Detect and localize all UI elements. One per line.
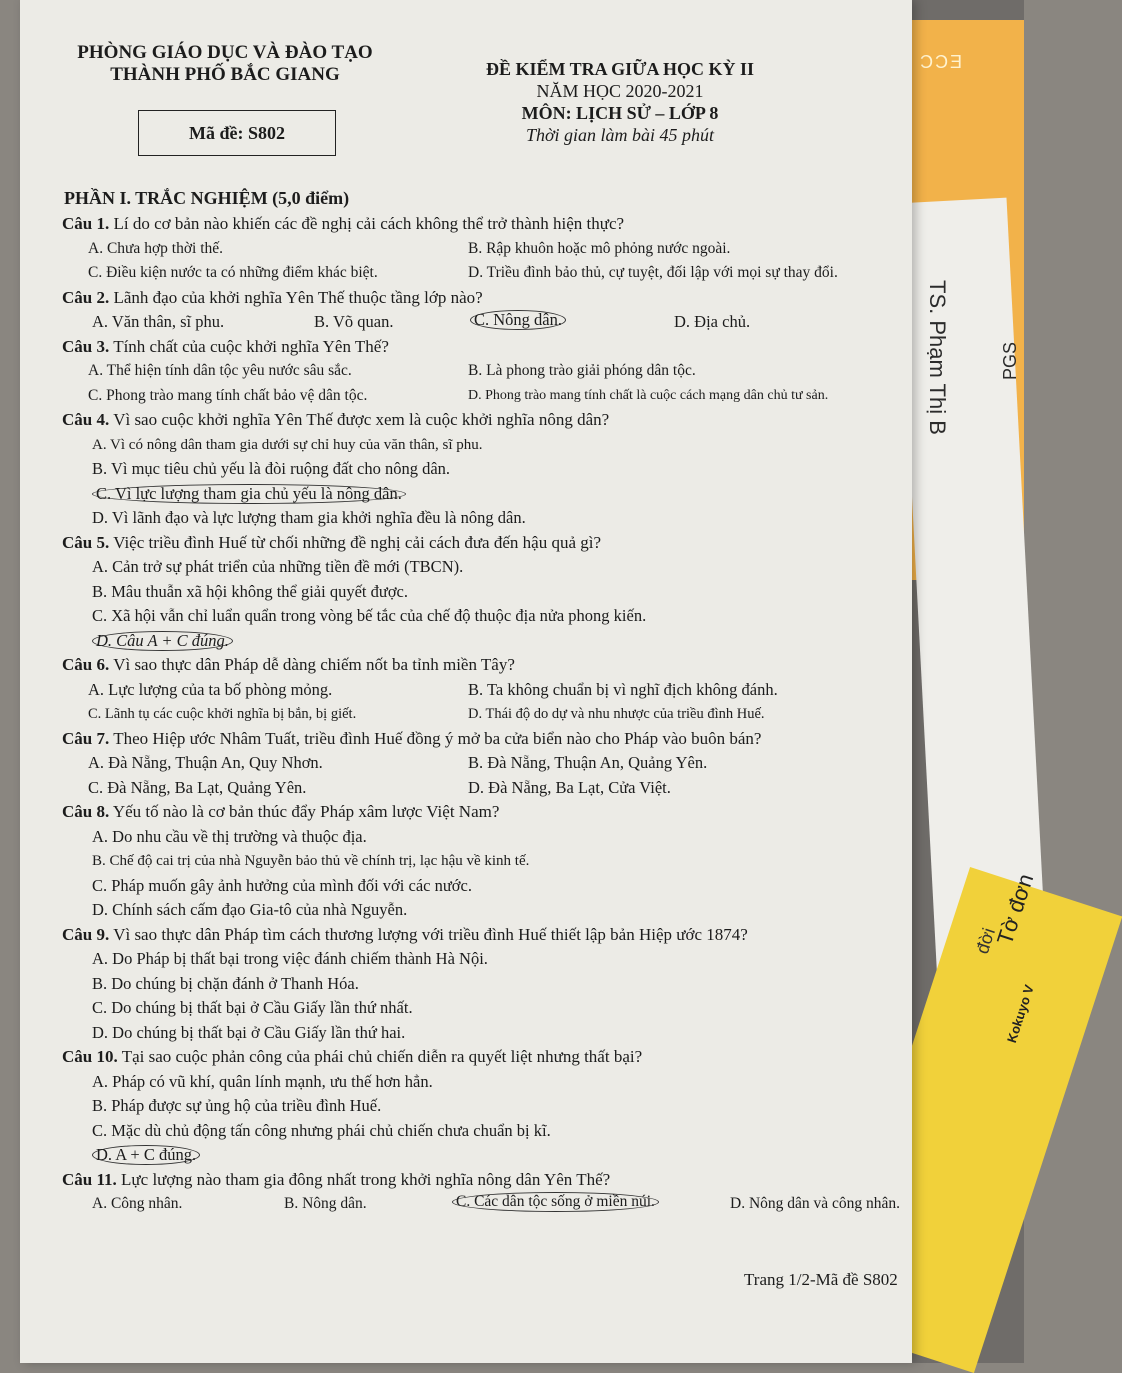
- option: A. Vì có nông dân tham gia dưới sự chỉ huy của văn thân, sĩ phu.: [92, 436, 483, 453]
- option: A. Công nhân.: [92, 1195, 183, 1212]
- notebook-doi-text: đời: [972, 925, 1000, 957]
- option-row: [62, 678, 892, 703]
- question: Câu 9. Vì sao thực dân Pháp tìm cách thương lượng với triều đình Huế thiết lập bản Hiệp ước 1874?: [62, 924, 748, 944]
- question: Câu 5. Việc triều đình Huế từ chối những đề nghị cải cách đưa đến hậu quả gì?: [62, 532, 602, 552]
- option: B. Võ quan.: [314, 312, 394, 331]
- option-circled: D. A + C đúng.: [92, 1145, 200, 1165]
- option: A. Văn thân, sĩ phu.: [92, 312, 225, 331]
- book-cover-code: ƆƆƎ: [920, 52, 965, 72]
- option: B. Mâu thuẫn xã hội không thể giải quyết được.: [92, 581, 408, 601]
- option: A. Đà Nẵng, Thuận An, Quy Nhơn.: [88, 753, 323, 772]
- option: B. Đà Nẵng, Thuận An, Quảng Yên.: [468, 753, 708, 772]
- option-circled: C. Vì lực lượng tham gia chủ yếu là nông dân.: [92, 484, 406, 504]
- option: C. Mặc dù chủ động tấn công nhưng phái chủ chiến chưa chuẩn bị kĩ.: [92, 1120, 551, 1140]
- exam-code-box: Mã đề: S802: [138, 110, 336, 156]
- option: C. Pháp muốn gây ảnh hưởng của mình đối với các nước.: [92, 875, 472, 895]
- option-row: [62, 261, 892, 286]
- option-row: [62, 1192, 901, 1217]
- option: A. Do nhu cầu về thị trường và thuộc địa.: [92, 826, 367, 846]
- subject: MÔN: LỊCH SỬ – LỚP 8: [521, 103, 719, 123]
- option: [62, 629, 892, 654]
- option: D. Nông dân và công nhân.: [730, 1195, 901, 1212]
- question: Câu 7. Theo Hiệp ước Nhâm Tuất, triều đình Huế đồng ý mở ba cửa biển nào cho Pháp vào buôn bán?: [62, 728, 762, 748]
- question: Câu 6. Vì sao thực dân Pháp dễ dàng chiếm nốt ba tỉnh miền Tây?: [62, 655, 515, 674]
- option-circled: D. Câu A + C đúng.: [92, 631, 233, 651]
- option: B. Pháp được sự ủng hộ của triều đình Huế.: [92, 1096, 382, 1115]
- option: A. Thể hiện tính dân tộc yêu nước sâu sắc.: [88, 362, 352, 379]
- option-circled: C. Nông dân.: [470, 310, 566, 330]
- option: C. Đà Nẵng, Ba Lạt, Quảng Yên.: [88, 777, 307, 797]
- question: Câu 4. Vì sao cuộc khởi nghĩa Yên Thế được xem là cuộc khởi nghĩa nông dân?: [62, 410, 610, 429]
- option: D. Địa chủ.: [674, 312, 751, 331]
- option: B. Là phong trào giải phóng dân tộc.: [468, 362, 696, 379]
- notebook-brand-text: Kokuyo V: [1004, 982, 1037, 1045]
- option: B. Do chúng bị chặn đánh ở Thanh Hóa.: [92, 973, 359, 993]
- option: B. Rập khuôn hoặc mô phỏng nước ngoài.: [468, 239, 731, 257]
- option: D. Chính sách cấm đạo Gia-tô của nhà Nguyễn.: [92, 900, 408, 919]
- question: Câu 1. Lí do cơ bản nào khiến các đề nghị cải cách không thể trở thành hiện thực?: [62, 214, 625, 233]
- question: Câu 3. Tính chất của cuộc khởi nghĩa Yên Thế?: [62, 336, 389, 356]
- option-row: [62, 776, 892, 801]
- option-circled: C. Các dân tộc sống ở miền núi.: [452, 1192, 659, 1212]
- notebook-title-text: Tờ đơn: [992, 870, 1039, 948]
- question: Câu 11. Lực lượng nào tham gia đông nhất trong khởi nghĩa nông dân Yên Thế?: [62, 1169, 611, 1189]
- book-pgs-text: PGS: [1000, 341, 1020, 380]
- option: A. Do Pháp bị thất bại trong việc đánh chiếm thành Hà Nội.: [92, 949, 488, 968]
- exam-title: ĐỀ KIỂM TRA GIỮA HỌC KỲ II: [485, 59, 755, 79]
- option: C. Điều kiện nước ta có những điểm khác biệt.: [88, 264, 378, 281]
- option: C. Do chúng bị thất bại ở Cầu Giấy lần thứ nhất.: [92, 998, 413, 1017]
- option: D. Triều đình bảo thủ, cự tuyệt, đối lập với mọi sự thay đổi.: [468, 264, 838, 281]
- option: C. Lãnh tụ các cuộc khởi nghĩa bị bắn, bị giết.: [88, 706, 357, 722]
- school-city: THÀNH PHỐ BẮC GIANG: [110, 64, 340, 85]
- option: D. Thái độ do dự và nhu nhược của triều đình Huế.: [468, 706, 765, 722]
- option: A. Pháp có vũ khí, quân lính mạnh, ưu thế hơn hẳn.: [92, 1071, 433, 1091]
- question: Câu 2. Lãnh đạo của khởi nghĩa Yên Thế thuộc tầng lớp nào?: [62, 287, 483, 307]
- option: D. Đà Nẵng, Ba Lạt, Cửa Việt.: [468, 777, 671, 797]
- option: D. Do chúng bị thất bại ở Cầu Giấy lần thứ hai.: [92, 1022, 406, 1042]
- option: [62, 1143, 892, 1168]
- section-title: PHẦN I. TRẮC NGHIỆM (5,0 điểm): [64, 188, 350, 208]
- school-dept: PHÒNG GIÁO DỤC VÀ ĐÀO TẠO: [77, 42, 373, 63]
- option-row: [62, 384, 892, 409]
- option-row: [62, 310, 892, 335]
- option: A. Cản trở sự phát triển của những tiền đề mới (TBCN).: [92, 557, 464, 576]
- option: B. Chế độ cai trị của nhà Nguyễn bảo thủ về chính trị, lạc hậu về kinh tế.: [92, 853, 530, 869]
- option: D. Vì lãnh đạo và lực lượng tham gia khởi nghĩa đều là nông dân.: [92, 508, 526, 527]
- page-footer: Trang 1/2-Mã đề S802: [744, 1270, 898, 1289]
- option: B. Ta không chuẩn bị vì nghĩ địch không đánh.: [468, 679, 778, 699]
- school-year: NĂM HỌC 2020-2021: [536, 81, 704, 101]
- option: D. Phong trào mang tính chất là cuộc cách mạng dân chủ tư sản.: [468, 387, 829, 403]
- question: Câu 10. Tại sao cuộc phản công của phái chủ chiến diễn ra quyết liệt nhưng thất bại?: [62, 1047, 643, 1066]
- time-limit: Thời gian làm bài 45 phút: [525, 125, 715, 145]
- option: [62, 482, 892, 507]
- option-row: [62, 702, 892, 727]
- exam-header: [460, 58, 780, 146]
- question: Câu 8. Yếu tố nào là cơ bản thúc đẩy Pháp xâm lược Việt Nam?: [62, 802, 500, 821]
- option: A. Lực lượng của ta bố phòng mỏng.: [88, 679, 333, 699]
- option-row: [62, 751, 892, 776]
- option: B. Vì mục tiêu chủ yếu là đòi ruộng đất cho nông dân.: [92, 459, 451, 478]
- school-header: [60, 42, 390, 86]
- option-row: [62, 359, 892, 384]
- book-author-text: TS. Phạm Thị B: [925, 280, 950, 435]
- option: A. Chưa hợp thời thế.: [88, 239, 224, 257]
- option: C. Xã hội vẫn chỉ luẩn quẩn trong vòng bế tắc của chế độ thuộc địa nửa phong kiến.: [92, 606, 647, 625]
- option: C. Phong trào mang tính chất bảo vệ dân tộc.: [88, 386, 368, 404]
- background-books: [912, 0, 1039, 1363]
- option-row: [62, 237, 892, 262]
- exam-body: [62, 186, 901, 1217]
- option: B. Nông dân.: [284, 1195, 367, 1212]
